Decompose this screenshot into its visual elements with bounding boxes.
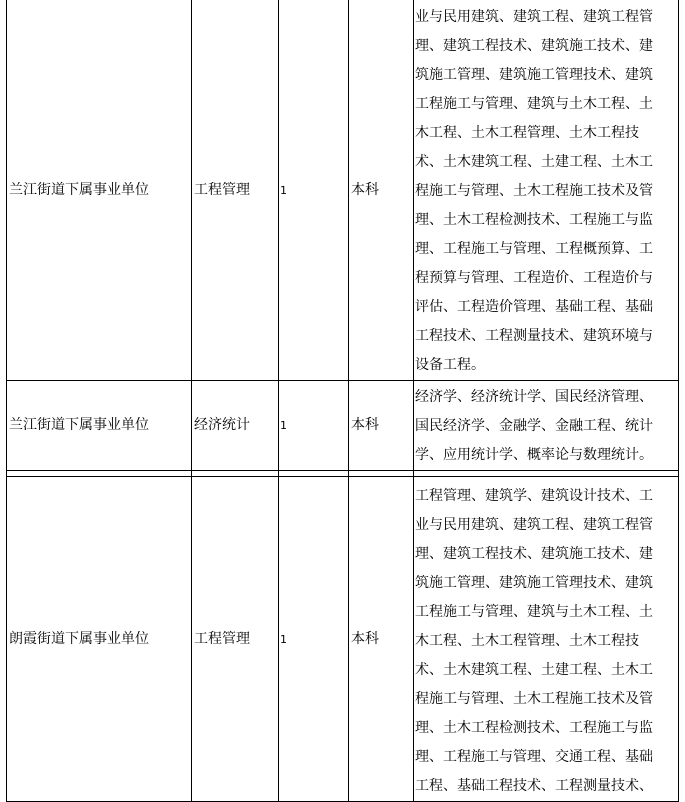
post-cell xyxy=(192,0,279,381)
major-line: 筑施工管理、建筑施工管理技术、建筑 xyxy=(415,67,653,83)
recruitment-table xyxy=(6,0,679,802)
post-cell xyxy=(192,477,279,802)
table-row xyxy=(7,0,679,381)
unit-text: 兰江街道下属事业单位 xyxy=(9,417,149,433)
major-cell xyxy=(414,381,679,471)
unit-cell xyxy=(7,477,192,802)
count-cell xyxy=(279,477,349,802)
education-text: 本科 xyxy=(351,417,379,433)
major-line: 理、建筑工程技术、建筑施工技术、建 xyxy=(415,546,653,562)
education-cell xyxy=(349,381,414,471)
major-line: 木工程、土木工程管理、土木工程技 xyxy=(415,125,639,141)
major-line: 术、土木建筑工程、土建工程、土木工 xyxy=(415,662,653,678)
education-text: 本科 xyxy=(351,181,379,198)
major-cell xyxy=(414,0,679,381)
major-line: 程预算与管理、工程造价、工程造价与 xyxy=(415,270,653,286)
major-line: 理、土木工程检测技术、工程施工与监 xyxy=(415,212,653,228)
major-line: 业与民用建筑、建筑工程、建筑工程管 xyxy=(415,517,653,533)
major-line: 筑施工管理、建筑施工管理技术、建筑 xyxy=(415,575,653,591)
major-line: 术、土木建筑工程、土建工程、土木工 xyxy=(415,154,653,170)
post-text: 工程管理 xyxy=(194,181,250,198)
major-line: 经济学、经济统计学、国民经济管理、 xyxy=(415,389,653,405)
table-row xyxy=(7,477,679,802)
count-cell xyxy=(279,0,349,381)
major-line: 工程施工与管理、建筑与土木工程、土 xyxy=(415,604,653,620)
post-text: 工程管理 xyxy=(194,630,250,647)
table-row xyxy=(7,381,679,471)
major-line: 工程、基础工程技术、工程测量技术、 xyxy=(415,778,653,794)
count-text: 1 xyxy=(280,632,287,646)
major-line: 工程技术、工程测量技术、建筑环境与 xyxy=(415,328,653,344)
major-list xyxy=(414,3,678,380)
count-text: 1 xyxy=(280,419,287,432)
major-line: 理、建筑工程技术、建筑施工技术、建 xyxy=(415,38,653,54)
post-text: 经济统计 xyxy=(194,417,250,433)
major-line: 理、工程施工与管理、交通工程、基础 xyxy=(415,749,653,765)
major-line: 工程管理、建筑学、建筑设计技术、工 xyxy=(415,488,653,504)
major-list xyxy=(414,482,678,801)
major-line: 学、应用统计学、概率论与数理统计。 xyxy=(415,447,653,463)
unit-cell xyxy=(7,381,192,471)
education-text: 本科 xyxy=(351,630,379,647)
education-cell xyxy=(349,0,414,381)
major-list xyxy=(414,383,678,470)
unit-text: 兰江街道下属事业单位 xyxy=(9,181,149,198)
major-line: 程施工与管理、土木工程施工技术及管 xyxy=(415,183,653,199)
major-line: 业与民用建筑、建筑工程、建筑工程管 xyxy=(415,9,653,25)
count-cell xyxy=(279,381,349,471)
major-line: 理、工程施工与管理、工程概预算、工 xyxy=(415,241,653,257)
unit-text: 朗霞街道下属事业单位 xyxy=(9,630,149,647)
major-line: 理、土木工程检测技术、工程施工与监 xyxy=(415,720,653,736)
count-text: 1 xyxy=(280,183,287,197)
major-line: 程施工与管理、土木工程施工技术及管 xyxy=(415,691,653,707)
major-line: 工程施工与管理、建筑与土木工程、土 xyxy=(415,96,653,112)
major-line: 国民经济学、金融学、金融工程、统计 xyxy=(415,418,653,434)
post-cell xyxy=(192,381,279,471)
major-line: 设备工程。 xyxy=(415,357,485,373)
major-cell xyxy=(414,477,679,802)
unit-cell xyxy=(7,0,192,381)
major-line: 木工程、土木工程管理、土木工程技 xyxy=(415,633,639,649)
education-cell xyxy=(349,477,414,802)
major-line: 评估、工程造价管理、基础工程、基础 xyxy=(415,299,653,315)
